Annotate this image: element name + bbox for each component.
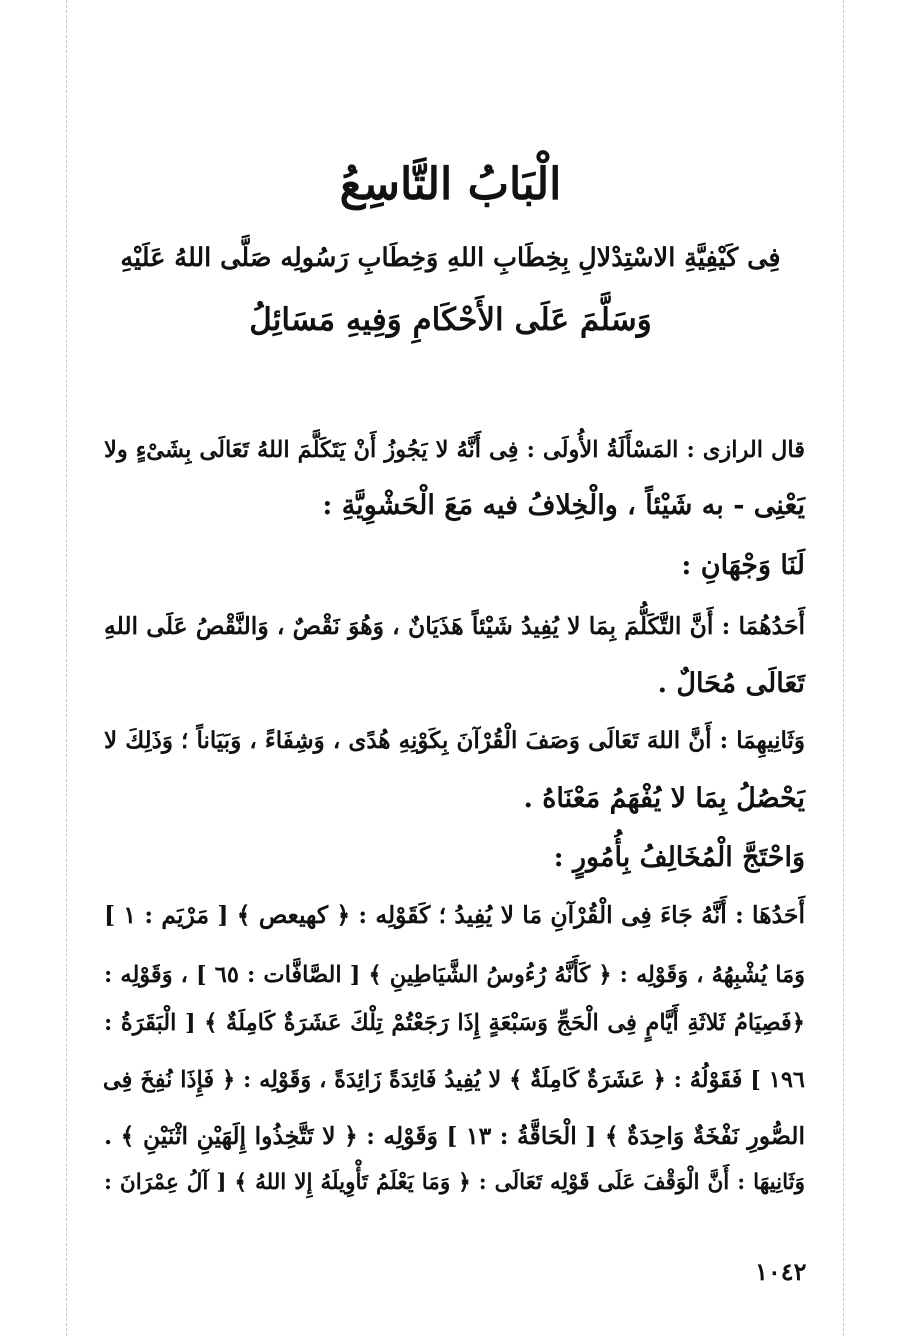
body-line-9: أَحَدُهَا : أَنَّهُ جَاءَ فِى الْقُرْآنِ مَا لا يُفِيدُ ؛ كَقَوْلِه : ﴿ كهيعص ﴾ [ مَرْيَم : ١ ]	[104, 901, 805, 929]
chapter-subtitle-line-2: وَسَلَّمَ عَلَى الأَحْكَامِ وَفِيهِ مَسَائِلُ	[249, 302, 652, 338]
body-line-13: الصُّورِ نَفْخَةٌ وَاحِدَةٌ ﴾ [ الْحَاقَّةُ : ١٣ ] وَقَوْلِه : ﴿ لا تَتَّخِذُوا إِلَهَيْنِ اثْنَيْنِ ﴾ .	[104, 1122, 805, 1150]
body-line-5: تَعَالَى مُحَالٌ .	[657, 668, 805, 699]
body-line-11: ﴿فَصِيَامُ ثَلاثَةِ أَيَّامٍ فِى الْحَجِّ وَسَبْعَةٍ إِذَا رَجَعْتُمْ تِلْكَ عَشَرَةٌ كَامِلَةٌ ﴾ [ الْبَقَرَةُ :	[104, 1010, 805, 1036]
body-line-14: وَثَانِيهَا : أَنَّ الْوَقْفَ عَلَى قَوْلِه تَعَالَى : ﴿ وَمَا يَعْلَمُ تَأْوِيلَهُ إِلا اللهُ ﴾ [ آلُ عِمْرَانَ :	[104, 1170, 805, 1195]
body-line-1: قال الرازى : المَسْأَلَةُ الأُولَى : فِى أَنَّهُ لا يَجُوزُ أَنْ يَتَكَلَّمَ اللهُ تَعَالَى بِشَىْءٍ ولا	[104, 437, 805, 463]
body-line-8: وَاحْتَجَّ الْمُخَالِفُ بِأُمُورٍ :	[553, 842, 805, 873]
body-line-3: لَنَا وَجْهَانِ :	[681, 550, 805, 581]
page-number: ١٠٤٢	[755, 1257, 807, 1286]
body-line-10: وَمَا يُشْبِهُهُ ، وَقَوْلِه : ﴿ كَأَنَّهُ رُءُوسُ الشَّيَاطِينِ ﴾ [ الصَّافَّات : ٦٥ ] ، وَقَوْلِه :	[104, 962, 806, 988]
body-line-6: وَثَانِيهِمَا : أَنَّ اللهَ تَعَالَى وَصَفَ الْقُرْآنَ بِكَوْنِهِ هُدًى ، وَشِفَاءً ، وَبَيَاناً ؛ وَذَلِكَ لا	[104, 727, 805, 754]
chapter-subtitle-line-1: فِى كَيْفِيَّةِ الاسْتِدْلالِ بِخِطَابِ اللهِ وَخِطَابِ رَسُولِه صَلَّى اللهُ عَلَيْهِ	[120, 243, 781, 273]
body-line-12: ١٩٦ ] فَقَوْلُهُ : ﴿ عَشَرَةٌ كَامِلَةٌ ﴾ لا يُفِيدُ فَائِدَةً زَائِدَةً ، وَقَوْلِه : ﴿ فَإِذَا نُفِخَ فِى	[102, 1067, 805, 1093]
body-line-2: يَعْنِى - به شَيْئاً ، والْخِلافُ فيه مَعَ الْحَشْوِيَّةِ :	[322, 490, 805, 521]
body-line-4: أَحَدُهُمَا : أَنَّ التَّكَلُّمَ بِمَا لا يُفِيدُ شَيْئاً هَذَيَانٌ ، وَهُوَ نَقْصٌ ، وَالنَّقْصُ عَلَى اللهِ	[104, 612, 805, 640]
body-line-7: يَحْصُلُ بِمَا لا يُفْهَمُ مَعْنَاهُ .	[523, 783, 805, 814]
chapter-title: الْبَابُ التَّاسِعُ	[339, 159, 562, 210]
